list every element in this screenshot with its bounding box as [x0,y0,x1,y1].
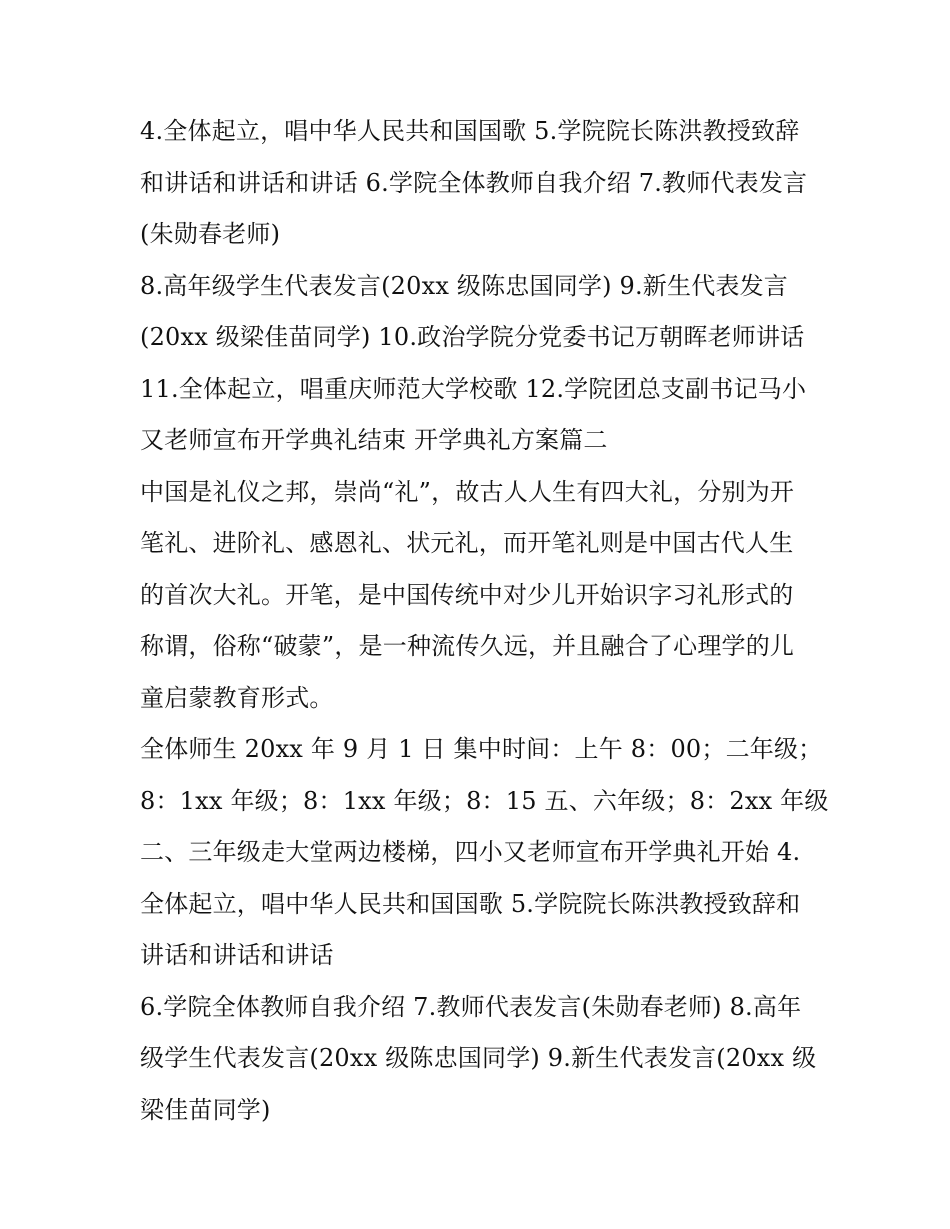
text-line: 笔礼、进阶礼、感恩礼、状元礼，而开笔礼则是中国古代人生 [140,529,794,557]
text-line: 6.学院全体教师自我介绍 7.教师代表发言(朱勋春老师) 8.高年 [140,992,802,1021]
text-line: 又老师宣布开学典礼结束 开学典礼方案篇二 [140,426,608,454]
text-line: (20xx 级梁佳苗同学) 10.政治学院分党委书记万朝晖老师讲话 [140,323,805,351]
text-line: 8.高年级学生代表发言(20xx 级陈忠国同学) 9.新生代表发言 [140,271,788,300]
text-line: 讲话和讲话和讲话 [140,941,334,969]
text-line: 级学生代表发言(20xx 级陈忠国同学) 9.新生代表发言(20xx 级 [140,1044,817,1072]
text-line: (朱勋春老师) [140,220,281,248]
text-line: 全体起立，唱中华人民共和国国歌 5.学院院长陈洪教授致辞和 [140,889,801,918]
text-line: 4.全体起立，唱中华人民共和国国歌 5.学院院长陈洪教授致辞 [140,117,800,145]
text-line: 全体师生 20xx 年 9 月 1 日 集中时间：上午 8：00；二年级； [140,735,823,763]
text-line: 称谓，俗称“破蒙”，是一种流传久远，并且融合了心理学的儿 [140,632,795,660]
text-line: 11.全体起立，唱重庆师范大学校歌 12.学院团总支副书记马小 [140,374,807,403]
text-line: 的首次大礼。开笔，是中国传统中对少儿开始识字习礼形式的 [140,580,794,609]
text-line: 梁佳苗同学) [140,1095,271,1124]
text-line: 中国是礼仪之邦，崇尚“礼”，故古人人生有四大礼，分别为开 [140,477,795,506]
body-text [140,106,829,1136]
text-line: 童启蒙教育形式。 [140,683,334,712]
text-line: 和讲话和讲话和讲话 6.学院全体教师自我介绍 7.教师代表发言 [140,168,808,197]
text-line: 二、三年级走大堂两边楼梯，四小又老师宣布开学典礼开始 4. [140,838,801,866]
text-line: 8：1xx 年级；8：1xx 年级；8：15 五、六年级；8：2xx 年级 [140,786,829,815]
